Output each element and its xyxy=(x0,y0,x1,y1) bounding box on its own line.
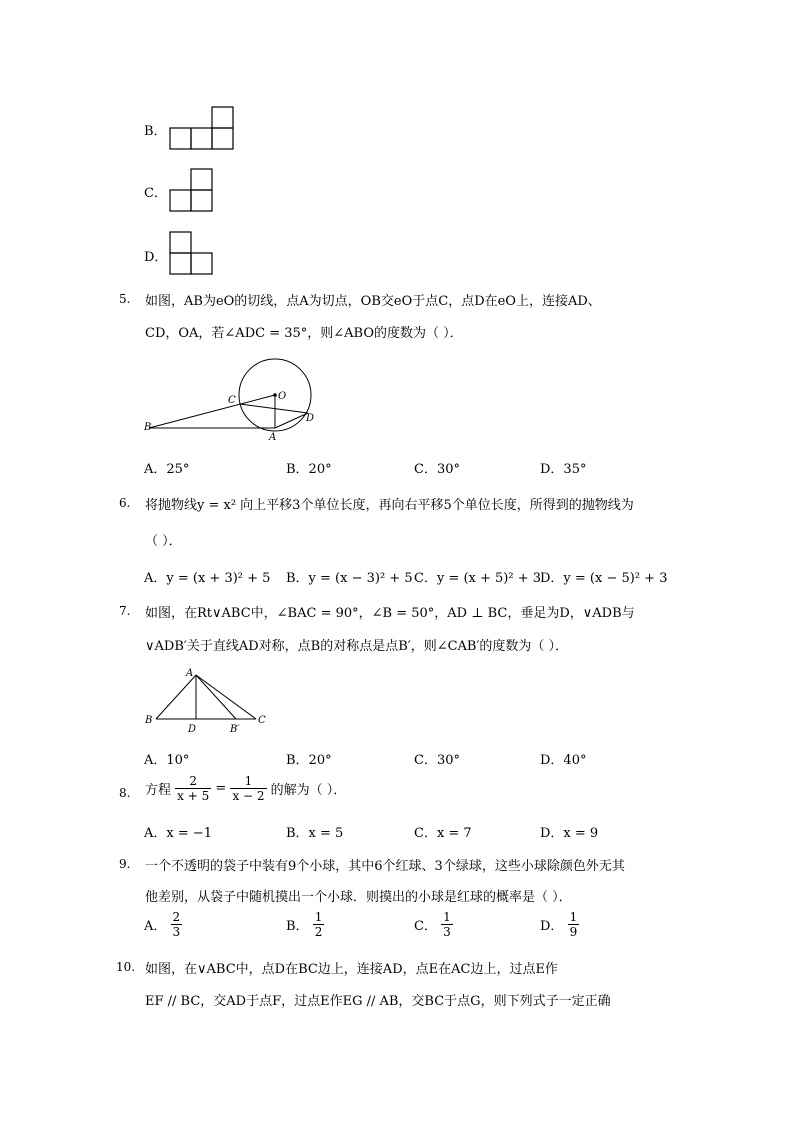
q4-option-c-label: C． xyxy=(144,186,167,201)
q10-number: 10. xyxy=(116,960,136,974)
q9-option-c-label: C． xyxy=(414,919,437,934)
q9-option-a-den: 3 xyxy=(172,925,181,939)
q5-line-ad xyxy=(275,413,308,428)
q7-line-ab2 xyxy=(196,675,236,719)
q5-point-o xyxy=(273,393,277,397)
q5-line-bo xyxy=(149,395,275,428)
q8-option-d: D．x = 9 xyxy=(540,826,599,841)
q5-number: 5. xyxy=(119,292,131,306)
q8-fraction-1 xyxy=(175,774,211,803)
q5-option-d: D．35° xyxy=(540,462,587,477)
q9-option-a-num: 2 xyxy=(172,910,181,924)
q9-option-d-label: D． xyxy=(540,919,564,934)
q4-option-c-figure xyxy=(168,166,218,214)
q7-number: 7. xyxy=(119,604,131,618)
q9-option-c-num: 1 xyxy=(443,910,451,924)
q7-line-ab xyxy=(156,675,196,719)
q7-stem-line2: ∨ADB′关于直线AD对称，点B的对称点是点B′，则∠CAB′的度数为（ ）． xyxy=(145,639,569,654)
q5-label-d: D xyxy=(306,413,315,424)
q9-option-d-num: 1 xyxy=(569,910,578,924)
q8-suffix: 的解为（ ）． xyxy=(270,783,347,798)
q5-label-a: A xyxy=(269,432,277,443)
q7-label-a: A xyxy=(186,668,194,679)
q9-stem-line1: 一个不透明的袋子中装有9个小球，其中6个红球、3个绿球，这些小球除颜色外无其 xyxy=(145,859,625,874)
q6-option-b: B．y = (x − 3)² + 5 xyxy=(286,571,413,586)
q8-fraction-2-num: 1 xyxy=(230,774,266,789)
q8-fraction-2 xyxy=(230,774,266,803)
q4-option-d-label: D． xyxy=(144,250,168,265)
q7-label-c: C xyxy=(258,715,266,726)
q8-fraction-1-den: x + 5 xyxy=(177,789,210,803)
q4-option-b-figure xyxy=(168,104,238,152)
q6-option-a: A．y = (x + 3)² + 5 xyxy=(144,571,271,586)
q5-label-o: O xyxy=(278,391,287,402)
q7-label-d: D xyxy=(188,724,197,735)
q9-option-a-fraction xyxy=(171,910,183,939)
q6-stem-line2: （ ）． xyxy=(145,534,182,549)
q5-option-c: C．30° xyxy=(414,462,460,477)
q6-number: 6. xyxy=(119,496,131,510)
q9-option-b-fraction xyxy=(313,910,325,939)
q5-label-c: C xyxy=(228,395,236,406)
q6-stem-line1: 将抛物线y = x² 向上平移3个单位长度，再向右平移5个单位长度，所得到的抛物线为 xyxy=(145,498,634,513)
q9-number: 9. xyxy=(119,857,131,871)
q9-option-c-fraction xyxy=(441,910,453,939)
q6-option-d: D．y = (x − 5)² + 3 xyxy=(540,571,668,586)
q5-stem-line2: CD，OA，若∠ADC = 35°，则∠ABO的度数为（ ）． xyxy=(145,326,463,341)
q7-option-b: B．20° xyxy=(286,753,332,768)
q9-option-a-label: A． xyxy=(144,919,167,934)
q8-equals: = xyxy=(215,781,227,796)
q7-option-c: C．30° xyxy=(414,753,460,768)
q8-number: 8. xyxy=(119,786,131,800)
q9-stem-line2: 他差别，从袋子中随机摸出一个小球．则摸出的小球是红球的概率是（ ）． xyxy=(145,890,572,905)
q8-prefix: 方程 xyxy=(145,783,172,798)
q8-fraction-1-num: 2 xyxy=(175,774,211,789)
q10-stem-line1: 如图，在∨ABC中，点D在BC边上，连接AD，点E在AC边上，过点E作 xyxy=(145,962,558,977)
q9-option-b-label: B． xyxy=(286,919,309,934)
q5-label-b: B xyxy=(144,422,152,433)
q7-stem-line1: 如图，在Rt∨ABC中，∠BAC = 90°，∠B = 50°，AD ⊥ BC，垂足为D，∨ADB与 xyxy=(145,606,635,621)
q8-stem xyxy=(145,774,346,803)
q8-option-c: C．x = 7 xyxy=(414,826,472,841)
q9-option-d xyxy=(540,910,579,939)
q8-option-b: B．x = 5 xyxy=(286,826,344,841)
q9-option-a xyxy=(144,910,182,939)
q5-line-cd xyxy=(240,404,308,413)
q8-option-a: A．x = −1 xyxy=(144,826,213,841)
q7-line-ac xyxy=(196,675,256,719)
q5-figure xyxy=(140,352,340,447)
q7-label-b: B xyxy=(145,715,153,726)
q9-option-b-num: 1 xyxy=(314,910,323,924)
q5-option-b: B．20° xyxy=(286,462,332,477)
q7-figure xyxy=(140,664,280,736)
q4-option-b-label: B． xyxy=(144,124,167,139)
q9-option-c xyxy=(414,910,453,939)
q9-option-d-den: 9 xyxy=(569,925,578,939)
q5-stem-line1: 如图，AB为eO的切线，点A为切点，OB交eO于点C，点D在eO上，连接AD、 xyxy=(145,294,601,309)
q9-option-d-fraction xyxy=(568,910,580,939)
q9-option-c-den: 3 xyxy=(443,925,451,939)
q6-option-c: C．y = (x + 5)² + 3 xyxy=(414,571,541,586)
q7-label-b-prime: B′ xyxy=(230,724,240,735)
q5-option-a: A．25° xyxy=(144,462,190,477)
q10-stem-line2: EF // BC，交AD于点F，过点E作EG // AB，交BC于点G，则下列式子一定正确 xyxy=(145,994,611,1009)
q9-option-b xyxy=(286,910,324,939)
q7-option-d: D．40° xyxy=(540,753,587,768)
q9-option-b-den: 2 xyxy=(314,925,323,939)
q8-fraction-2-den: x − 2 xyxy=(232,789,265,803)
q4-option-d-figure xyxy=(168,229,218,277)
q7-option-a: A．10° xyxy=(144,753,190,768)
